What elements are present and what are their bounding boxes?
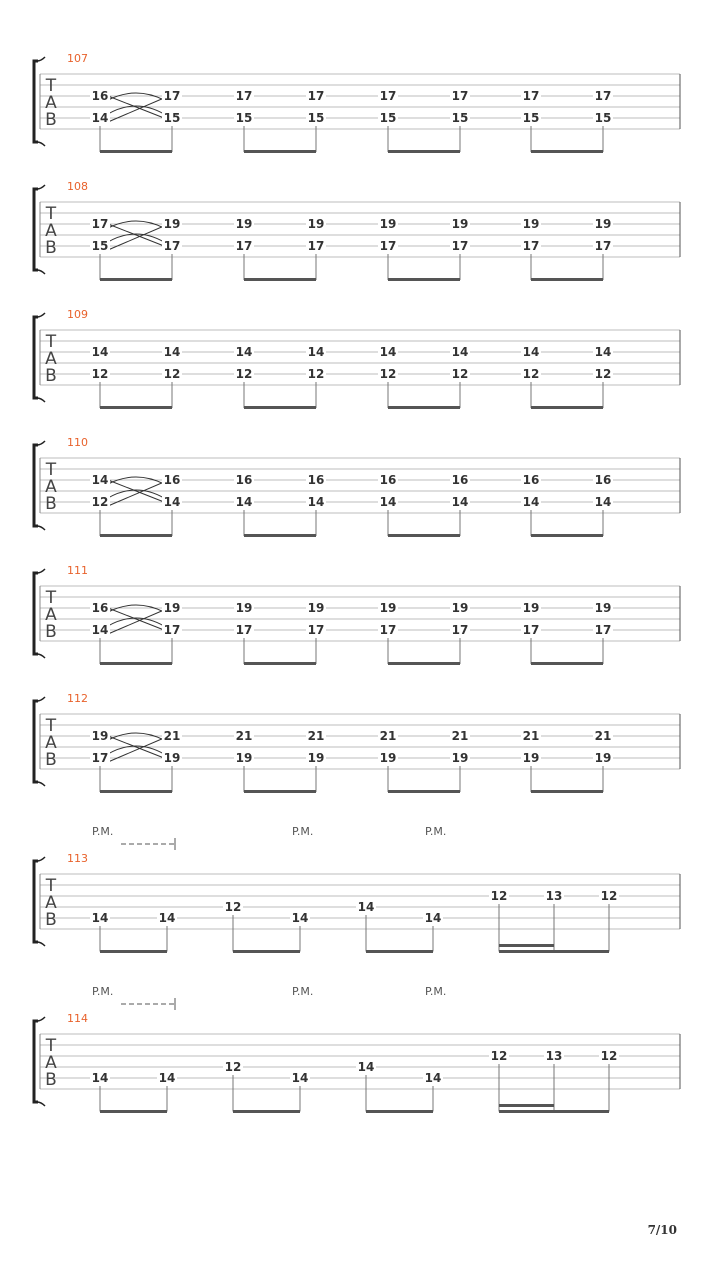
fret-number: 17 bbox=[235, 89, 253, 103]
bracket-curl bbox=[37, 313, 45, 402]
tab-clef-letter: A bbox=[45, 605, 57, 625]
fret-number: 17 bbox=[91, 217, 109, 231]
fret-number: 16 bbox=[91, 89, 109, 103]
measure-number: 109 bbox=[67, 308, 88, 321]
tab-clef-letter: A bbox=[45, 893, 57, 913]
fret-number: 14 bbox=[522, 345, 540, 359]
fret-number: 12 bbox=[307, 367, 325, 381]
measure-number: 107 bbox=[67, 52, 88, 65]
palm-mute-label: P.M. bbox=[425, 825, 447, 838]
fret-number: 17 bbox=[594, 89, 612, 103]
measure-number: 110 bbox=[67, 436, 88, 449]
palm-mute-label: P.M. bbox=[292, 985, 314, 998]
system-bracket bbox=[34, 573, 38, 654]
system-bracket bbox=[34, 701, 38, 782]
fret-number: 14 bbox=[235, 345, 253, 359]
fret-number: 17 bbox=[451, 89, 469, 103]
tab-clef-letter: B bbox=[45, 622, 57, 642]
fret-number: 21 bbox=[307, 729, 325, 743]
bracket-curl bbox=[37, 1017, 45, 1106]
fret-number: 13 bbox=[545, 1049, 563, 1063]
fret-number: 15 bbox=[163, 111, 181, 125]
tab-clef-letter: A bbox=[45, 221, 57, 241]
fret-number: 19 bbox=[163, 217, 181, 231]
fret-number: 14 bbox=[91, 1071, 109, 1085]
fret-number: 12 bbox=[490, 1049, 508, 1063]
tab-clef-letter: T bbox=[45, 76, 57, 96]
fret-number: 16 bbox=[451, 473, 469, 487]
fret-number: 19 bbox=[235, 217, 253, 231]
tab-clef-letter: A bbox=[45, 349, 57, 369]
fret-number: 17 bbox=[451, 623, 469, 637]
tab-clef-letter: B bbox=[45, 1070, 57, 1090]
tab-clef-letter: A bbox=[45, 733, 57, 753]
fret-number: 17 bbox=[307, 623, 325, 637]
fret-number: 19 bbox=[379, 217, 397, 231]
measure-number: 112 bbox=[67, 692, 88, 705]
fret-number: 15 bbox=[235, 111, 253, 125]
fret-number: 16 bbox=[522, 473, 540, 487]
tab-clef-letter: T bbox=[45, 1036, 57, 1056]
fret-number: 17 bbox=[163, 623, 181, 637]
fret-number: 14 bbox=[291, 1071, 309, 1085]
fret-number: 12 bbox=[490, 889, 508, 903]
tab-clef-letter: T bbox=[45, 716, 57, 736]
fret-number: 19 bbox=[594, 217, 612, 231]
fret-number: 19 bbox=[522, 601, 540, 615]
fret-number: 17 bbox=[163, 89, 181, 103]
tab-system bbox=[34, 308, 680, 408]
tab-clef-letter: A bbox=[45, 477, 57, 497]
fret-number: 14 bbox=[357, 900, 375, 914]
fret-number: 15 bbox=[451, 111, 469, 125]
fret-number: 14 bbox=[91, 911, 109, 925]
fret-number: 19 bbox=[307, 751, 325, 765]
fret-number: 19 bbox=[594, 601, 612, 615]
fret-number: 15 bbox=[307, 111, 325, 125]
fret-number: 12 bbox=[91, 367, 109, 381]
bracket-curl bbox=[37, 569, 45, 658]
fret-number: 17 bbox=[522, 89, 540, 103]
tab-system bbox=[34, 825, 680, 952]
fret-number: 15 bbox=[379, 111, 397, 125]
system-bracket bbox=[34, 445, 38, 526]
bracket-curl bbox=[37, 857, 45, 946]
fret-number: 21 bbox=[379, 729, 397, 743]
measure-number: 114 bbox=[67, 1012, 88, 1025]
fret-number: 14 bbox=[594, 345, 612, 359]
fret-number: 14 bbox=[163, 345, 181, 359]
fret-number: 14 bbox=[379, 495, 397, 509]
fret-number: 14 bbox=[424, 911, 442, 925]
page-number: 7/10 bbox=[647, 1223, 677, 1237]
fret-number: 14 bbox=[235, 495, 253, 509]
fret-number: 17 bbox=[594, 623, 612, 637]
fret-number: 12 bbox=[451, 367, 469, 381]
tab-system bbox=[34, 564, 680, 664]
fret-number: 19 bbox=[307, 217, 325, 231]
fret-number: 15 bbox=[594, 111, 612, 125]
fret-number: 14 bbox=[357, 1060, 375, 1074]
system-bracket bbox=[34, 317, 38, 398]
fret-number: 12 bbox=[91, 495, 109, 509]
fret-number: 14 bbox=[451, 495, 469, 509]
palm-mute-label: P.M. bbox=[92, 825, 114, 838]
fret-number: 14 bbox=[163, 495, 181, 509]
fret-number: 19 bbox=[522, 751, 540, 765]
fret-number: 17 bbox=[379, 623, 397, 637]
fret-number: 21 bbox=[163, 729, 181, 743]
system-bracket bbox=[34, 61, 38, 142]
tab-clef-letter: A bbox=[45, 93, 57, 113]
fret-number: 16 bbox=[91, 601, 109, 615]
fret-number: 17 bbox=[594, 239, 612, 253]
system-bracket bbox=[34, 1021, 38, 1102]
fret-number: 13 bbox=[545, 889, 563, 903]
tab-clef-letter: T bbox=[45, 876, 57, 896]
tab-clef-letter: B bbox=[45, 238, 57, 258]
fret-number: 21 bbox=[235, 729, 253, 743]
fret-number: 19 bbox=[522, 217, 540, 231]
fret-number: 17 bbox=[379, 89, 397, 103]
tab-clef-letter: T bbox=[45, 588, 57, 608]
fret-number: 17 bbox=[163, 239, 181, 253]
tab-clef-letter: B bbox=[45, 110, 57, 130]
fret-number: 16 bbox=[594, 473, 612, 487]
fret-number: 19 bbox=[451, 217, 469, 231]
fret-number: 12 bbox=[224, 1060, 242, 1074]
fret-number: 14 bbox=[307, 345, 325, 359]
fret-number: 14 bbox=[594, 495, 612, 509]
measure-number: 111 bbox=[67, 564, 88, 577]
fret-number: 14 bbox=[91, 345, 109, 359]
bracket-curl bbox=[37, 697, 45, 786]
fret-number: 14 bbox=[379, 345, 397, 359]
fret-number: 14 bbox=[158, 1071, 176, 1085]
fret-number: 14 bbox=[158, 911, 176, 925]
fret-number: 17 bbox=[235, 623, 253, 637]
fret-number: 12 bbox=[379, 367, 397, 381]
fret-number: 19 bbox=[379, 601, 397, 615]
bracket-curl bbox=[37, 185, 45, 274]
fret-number: 19 bbox=[163, 751, 181, 765]
fret-number: 14 bbox=[91, 473, 109, 487]
bracket-curl bbox=[37, 57, 45, 146]
tab-clef-letter: B bbox=[45, 494, 57, 514]
fret-number: 12 bbox=[600, 889, 618, 903]
fret-number: 16 bbox=[379, 473, 397, 487]
fret-number: 19 bbox=[451, 601, 469, 615]
fret-number: 14 bbox=[307, 495, 325, 509]
tab-system bbox=[34, 985, 680, 1112]
fret-number: 12 bbox=[594, 367, 612, 381]
fret-number: 12 bbox=[522, 367, 540, 381]
fret-number: 14 bbox=[91, 623, 109, 637]
fret-number: 16 bbox=[235, 473, 253, 487]
tab-system bbox=[34, 692, 680, 792]
fret-number: 19 bbox=[451, 751, 469, 765]
measure-number: 113 bbox=[67, 852, 88, 865]
fret-number: 15 bbox=[91, 239, 109, 253]
tab-system bbox=[34, 180, 680, 280]
fret-number: 14 bbox=[424, 1071, 442, 1085]
fret-number: 17 bbox=[307, 89, 325, 103]
fret-number: 19 bbox=[379, 751, 397, 765]
palm-mute-label: P.M. bbox=[92, 985, 114, 998]
fret-number: 19 bbox=[307, 601, 325, 615]
tab-clef-letter: A bbox=[45, 1053, 57, 1073]
fret-number: 17 bbox=[235, 239, 253, 253]
fret-number: 19 bbox=[235, 751, 253, 765]
fret-number: 21 bbox=[522, 729, 540, 743]
system-bracket bbox=[34, 861, 38, 942]
palm-mute-label: P.M. bbox=[425, 985, 447, 998]
fret-number: 17 bbox=[451, 239, 469, 253]
fret-number: 19 bbox=[91, 729, 109, 743]
fret-number: 16 bbox=[307, 473, 325, 487]
fret-number: 21 bbox=[451, 729, 469, 743]
fret-number: 12 bbox=[235, 367, 253, 381]
fret-number: 17 bbox=[522, 239, 540, 253]
fret-number: 14 bbox=[522, 495, 540, 509]
fret-number: 14 bbox=[291, 911, 309, 925]
tab-clef-letter: B bbox=[45, 750, 57, 770]
bracket-curl bbox=[37, 441, 45, 530]
fret-number: 19 bbox=[163, 601, 181, 615]
fret-number: 17 bbox=[91, 751, 109, 765]
fret-number: 19 bbox=[594, 751, 612, 765]
fret-number: 16 bbox=[163, 473, 181, 487]
fret-number: 12 bbox=[600, 1049, 618, 1063]
palm-mute-label: P.M. bbox=[292, 825, 314, 838]
fret-number: 14 bbox=[451, 345, 469, 359]
fret-number: 14 bbox=[91, 111, 109, 125]
fret-number: 21 bbox=[594, 729, 612, 743]
tab-clef-letter: B bbox=[45, 910, 57, 930]
tab-clef-letter: B bbox=[45, 366, 57, 386]
fret-number: 17 bbox=[307, 239, 325, 253]
fret-number: 17 bbox=[522, 623, 540, 637]
system-bracket bbox=[34, 189, 38, 270]
tab-system bbox=[34, 52, 680, 152]
fret-number: 19 bbox=[235, 601, 253, 615]
tab-system bbox=[34, 436, 680, 536]
tab-clef-letter: T bbox=[45, 204, 57, 224]
fret-number: 15 bbox=[522, 111, 540, 125]
fret-number: 12 bbox=[163, 367, 181, 381]
tab-clef-letter: T bbox=[45, 332, 57, 352]
fret-number: 17 bbox=[379, 239, 397, 253]
measure-number: 108 bbox=[67, 180, 88, 193]
tab-clef-letter: T bbox=[45, 460, 57, 480]
fret-number: 12 bbox=[224, 900, 242, 914]
